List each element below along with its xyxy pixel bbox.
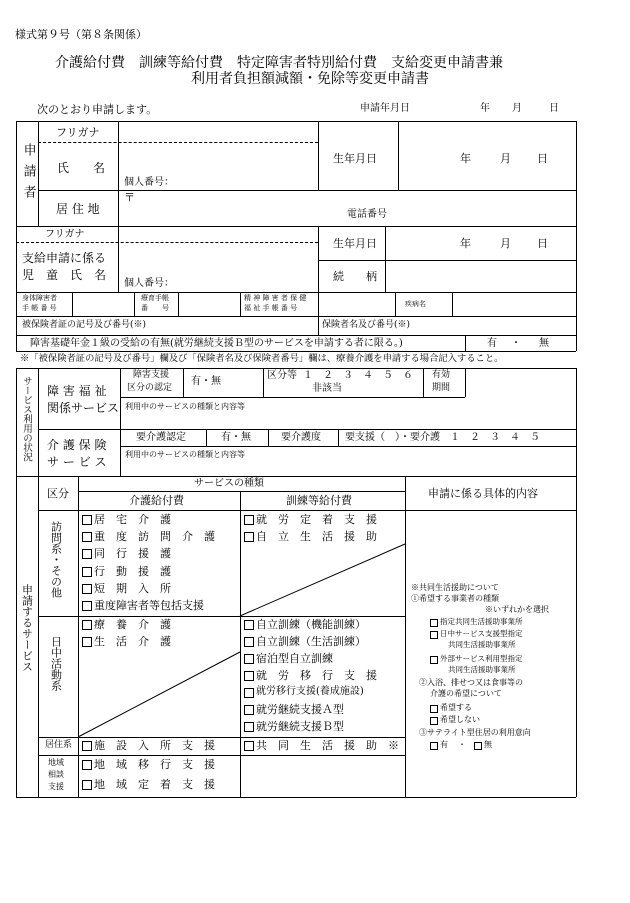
welfare-label-2: 関係サービス: [47, 401, 120, 415]
phone-label: 電話番号: [347, 209, 387, 220]
services-side-label: 申請するサービス: [20, 584, 34, 672]
option-designated-group-home[interactable]: 指定共同生活援助事業所: [430, 618, 523, 626]
option-external-service-line2: 共同生活援助事業所: [448, 665, 516, 674]
child-personal-number-label: 個人番号：: [124, 278, 174, 289]
care-insurance-label-1: 介 護 保 険: [47, 438, 107, 452]
community-group-label-1: 地域: [48, 758, 64, 767]
care-level-label: 要介護度: [281, 432, 321, 443]
option-satellite-yes[interactable]: 有: [430, 741, 448, 749]
group-home-note-title: ※共同生活援助について: [411, 583, 499, 592]
checkbox-life-care[interactable]: 生 活 介 護: [80, 636, 171, 647]
child-relation-label: 続 柄: [333, 270, 377, 283]
option-day-service-line2: 共同生活援助事業所: [448, 640, 516, 649]
checkbox-continuous-employment-b[interactable]: 就労継続支援Ｂ型: [242, 721, 344, 732]
option-day-service-group-home[interactable]: 日中サービス支援型指定: [430, 630, 523, 638]
checkbox-facility-admission[interactable]: 施 設 入 所 支 援: [80, 740, 215, 751]
physical-cert-label-2: 手 帳 番 号: [22, 304, 57, 312]
day-group-label: 日中活動系: [49, 636, 63, 691]
community-group-label-3: 支援: [48, 782, 64, 791]
checkbox-severe-visit-care[interactable]: 重 度 訪 問 介 護: [80, 531, 215, 542]
checkbox-life-training[interactable]: 自立訓練（生活訓練）: [242, 636, 366, 647]
support-cert-label-1: 障害支援: [133, 370, 170, 380]
checkbox-community-settlement[interactable]: 地 域 定 着 支 援: [80, 779, 215, 790]
checkbox-independent-living[interactable]: 自 立 生 活 援 助: [242, 531, 377, 542]
satellite-dot: ・: [458, 740, 466, 749]
care-cert-label: 要介護認定: [136, 432, 186, 443]
insured-number-label: 被保険者証の記号及び番号(※): [22, 320, 147, 330]
insurer-number-label: 保険者名及び番号(※): [322, 320, 411, 330]
checkbox-group-home[interactable]: 共 同 生 活 援 助 ※: [242, 740, 399, 751]
group-home-q2-line2: 介護の希望について: [430, 689, 502, 698]
checkbox-behavioral-support[interactable]: 行 動 援 護: [80, 566, 171, 577]
form-number: 様式第９号（第８条関係）: [15, 28, 147, 41]
group-home-q3: ③サテライト型住居の利用意向: [419, 728, 531, 737]
care-in-use-label: 利用中のサービスの種類と内容等: [125, 450, 245, 459]
valid-period-label-2: 期間: [432, 383, 451, 393]
category-label: 区分等: [267, 370, 297, 381]
community-group-label-2: 相談: [48, 770, 64, 779]
pension-dot: ・: [511, 338, 521, 349]
checkbox-accompanying-support[interactable]: 同 行 援 護: [80, 548, 171, 559]
service-kinds-header: サービスの種類: [194, 478, 264, 489]
training-benefits-header: 訓練等給付費: [286, 494, 352, 507]
checkbox-functional-training[interactable]: 自立訓練（機能訓練）: [242, 619, 366, 630]
option-external-service-group-home[interactable]: 外部サービス利用型指定: [430, 655, 523, 663]
child-label-line2: 児 童 氏 名: [22, 268, 107, 282]
applicant-section-label: 申請者: [20, 143, 36, 206]
pension-question: 障害基礎年金１級の受給の有無(就労継続支援Ｂ型のサービスを申請する者に限る。): [30, 338, 403, 349]
applicant-address-label: 居 住 地: [56, 202, 100, 216]
category-options[interactable]: １ ２ ３ ４ ５ ６: [303, 370, 413, 381]
applicant-birth-label: 生年月日: [333, 152, 377, 165]
visit-group-label: 訪問系・その他: [49, 521, 63, 598]
child-birth-label: 生年月日: [333, 237, 377, 250]
applicant-birth-month: 月: [500, 152, 511, 165]
residence-group-label: 居住系: [45, 740, 73, 750]
option-care-not-wanted[interactable]: 希望しない: [430, 716, 480, 724]
checkbox-short-stay[interactable]: 短 期 入 所: [80, 583, 171, 594]
child-label-line1: 支給申請に係る: [22, 251, 107, 265]
group-home-q2-line1: ②入浴、排せつ又は食事等の: [419, 678, 523, 687]
group-home-q1: ①希望する事業者の種類: [411, 594, 499, 603]
service-status-side-label: サービス利用の状況: [20, 376, 32, 462]
applicant-birth-year: 年: [460, 152, 471, 165]
applicant-birth-day: 日: [537, 152, 548, 165]
option-satellite-no[interactable]: 無: [474, 741, 492, 749]
support-cert-label-2: 区分の認定: [127, 383, 173, 393]
applicant-personal-number-label: 個人番号：: [124, 177, 174, 188]
date-month: 月: [512, 103, 522, 114]
care-cert-yes-no[interactable]: 有・無: [221, 432, 251, 443]
checkbox-community-transition[interactable]: 地 域 移 行 支 援: [80, 759, 215, 770]
pension-no: 無: [539, 338, 549, 349]
disease-label: 疾病名: [405, 300, 426, 308]
physical-cert-label-1: 身体障害者: [22, 294, 57, 302]
checkbox-home-care[interactable]: 居 宅 介 護: [80, 514, 171, 525]
applicant-name-label: 氏 名: [57, 161, 106, 175]
date-label: 申請年月日: [360, 103, 410, 114]
rehab-cert-label-2: 番 号: [141, 304, 169, 312]
welfare-label-1: 障 害 福 祉: [47, 384, 107, 398]
checkbox-comprehensive-support[interactable]: 重度障害者等包括支援: [80, 600, 204, 611]
care-insurance-label-2: サ ー ビ ス: [47, 455, 107, 469]
care-benefits-header: 介護給付費: [129, 494, 184, 507]
care-support-options[interactable]: 要支援（ ）・要介護 １ ２ ３ ４ ５: [345, 432, 540, 443]
division-header: 区分: [47, 487, 69, 500]
child-furigana-label: フリガナ: [45, 229, 85, 240]
footnote: ※「被保険者証の記号及び番号」欄及び「保険者名及び保険者番号」欄は、療養介護を申請する場合記入すること。: [20, 353, 504, 364]
not-applicable[interactable]: 非該当: [312, 383, 342, 394]
child-birth-day: 日: [537, 237, 548, 250]
mental-cert-label-2: 福 祉 手 帳 番 号: [244, 304, 298, 312]
valid-period-label-1: 有効: [432, 370, 451, 380]
checkbox-medical-care[interactable]: 療 養 介 護: [80, 619, 171, 630]
mental-cert-label-1: 精 神 障 害 者 保 健: [244, 294, 307, 302]
intro-text: 次のとおり申請します。: [37, 103, 158, 116]
date-day: 日: [549, 103, 559, 114]
checkbox-employment-transition[interactable]: 就 労 移 行 支 援: [242, 670, 377, 681]
group-home-q1-sub: ※いずれかを選択: [485, 605, 549, 614]
checkbox-employment-transition-training[interactable]: 就労移行支援(養成施設): [242, 687, 364, 697]
checkbox-continuous-employment-a[interactable]: 就労継続支援Ａ型: [242, 704, 344, 715]
support-cert-yes-no[interactable]: 有・無: [191, 376, 221, 387]
rehab-cert-label-1: 療育手帳: [141, 294, 169, 302]
checkbox-residential-training[interactable]: 宿泊型自立訓練: [242, 653, 333, 664]
postal-mark: 〒: [124, 191, 135, 204]
checkbox-employment-retention[interactable]: 就 労 定 着 支 援: [242, 514, 377, 525]
details-header: 申請に係る具体的内容: [428, 487, 538, 500]
child-birth-year: 年: [460, 237, 471, 250]
pension-yes: 有: [487, 338, 497, 349]
welfare-in-use-label: 利用中のサービスの種類と内容等: [125, 402, 245, 411]
option-care-wanted[interactable]: 希望する: [430, 704, 472, 712]
page-title: 介護給付費 訓練等給付費 特定障害者特別給付費 支給変更申請書兼: [55, 55, 503, 71]
applicant-furigana-label: フリガナ: [56, 126, 100, 139]
date-year: 年: [480, 103, 490, 114]
child-birth-month: 月: [500, 237, 511, 250]
page-subtitle: 利用者負担額減額・免除等変更申請書: [191, 71, 429, 87]
